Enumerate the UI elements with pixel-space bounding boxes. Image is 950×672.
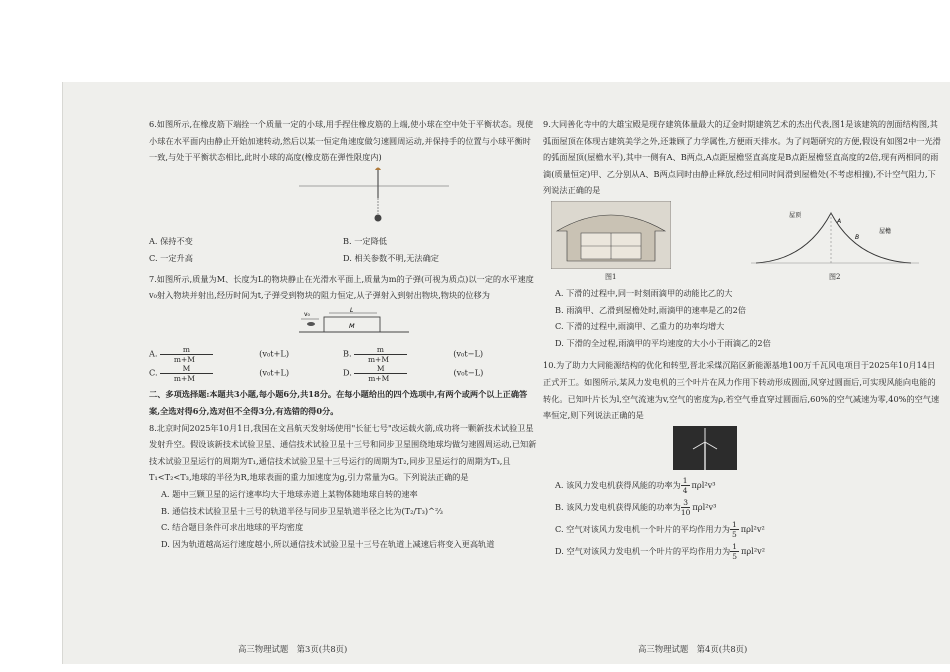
left-page (149, 82, 537, 552)
q7-stem: 7.如图所示,质量为M、长度为L的物块静止在光滑水平面上,质量为m的子弹(可视为质点)以一定的水平速度v₀射入物块并射出,经历时间为t,子弹受到物块的阻力恒定,从子弹射入到射出物块,物块的位移为 (149, 273, 534, 301)
q8-options (149, 486, 537, 552)
q9-figure-2-caption: 图2 (829, 272, 841, 281)
q7-option-b: B. $\frac{m}{m+M}$ (v₀t−L) (343, 345, 484, 365)
q8-option-a: A. 题中三颗卫星的运行速率均大于地球赤道上某物体随地球自转的速率 (161, 488, 418, 499)
q10-options (543, 474, 941, 562)
q9-option-d: D. 下滑的全过程,雨滴甲的平均速度的大小小于雨滴乙的2倍 (555, 337, 771, 348)
q10-wind-turbine-photo (673, 426, 737, 470)
q7-options (149, 345, 537, 383)
q10-option-b: B. 该风力发电机获得风能的功率为 $\frac{3}{10}$ πρl²v³ (555, 498, 717, 518)
q9-label-a: A (837, 217, 842, 225)
q7-option-c: C. $\frac{M}{m+M}$ (v₀t+L) (149, 364, 290, 384)
q10-option-a: A. 该风力发电机获得风能的功率为 $\frac{1}{4}$ πρl²v³ (555, 476, 716, 496)
q9-figures (543, 199, 941, 285)
q9-label-eave: 屋檐 (879, 227, 892, 235)
q10-option-c: C. 空气对该风力发电机一个叶片的平均作用力为 $\frac{1}{5}$ πρl²v² (555, 520, 765, 540)
q7-option-d: D. $\frac{M}{m+M}$ (v₀t−L) (343, 364, 484, 384)
section-two-heading: 二、多项选择题:本题共3小题,每小题6分,共18分。在每小题给出的四个选项中,有两个或两个以上正确答案,全选对得6分,选对但不全得3分,有选错的得0分。 (149, 389, 528, 416)
q8-stem: 8.北京时间2025年10月1日,我国在文昌航天发射场使用"长征七号"改运载火箭,成功将一颗新技术试验卫星发射升空。假设该新技术试验卫星、通信技术试验卫星十三号和同步卫星围绕地球均做匀速圆周运动,已知新技术试验卫星运行的周期为T₁,通信技术试验卫星十三号运行的周期为T₂,同步卫星运行的周期为T₃,且T₁<T₂<T₃,地球的半径为R,地球表面的重力加速度为g,引力常量为G。下列说法正确的是 (149, 422, 537, 483)
q9-figure-2 (751, 205, 921, 269)
q10-option-d: D. 空气对该风力发电机一个叶片的平均作用力为 $\frac{1}{5}$ πρl²v² (555, 542, 766, 562)
q9-stem: 9.大同善化寺中的大雄宝殿是现存建筑体量最大的辽金时期建筑艺术的杰出代表,图1是该建筑的剖面结构图,其弧面屋顶在体现古建筑美学之外,还兼顾了力学属性,方便雨天排水。为了问题研究的方便,假设有如图2中一光滑的弧面屋顶(屋檐水平),其中一侧有A、B两点,A点距屋檐竖直高度是B点距屋檐竖直高度的2倍,现有两相同的雨滴(质量恒定)甲、乙分别从A、B两点同时由静止释放,经过相同时间滑到屋檐处(不考虑相撞),不计空气阻力,下列说法正确的是 (543, 119, 941, 196)
exam-sheet (62, 82, 950, 664)
q9-figure-1 (551, 201, 671, 269)
q9-label-roof: 屋顶 (789, 211, 802, 219)
q7-label-v0: v₀ (304, 310, 310, 318)
q10-stem: 10.为了助力大同能源结构的优化和转型,晋北采煤沉陷区新能源基地100万千瓦风电项目于2025年10月14日正式开工。如图所示,某风力发电机的三个叶片在风力作用下转动形成圆面,风穿过圆面后,可实现风能向电能的转化。已知叶片长为l,空气流速为v,空气的密度为ρ,若空气垂直穿过圆面后,60%的空气减速为零,40%的空气速率恒定,则下列说法正确的是 (543, 360, 940, 421)
q7-figure (149, 304, 537, 338)
q8-option-c: C. 结合题目条件可求出地球的平均密度 (161, 522, 304, 533)
right-page-footer: 高三物理试题 第4页(共8页) (638, 644, 748, 654)
q6-option-c: C. 一定升高 (149, 252, 193, 263)
q9-options (543, 285, 941, 351)
q8-option-b: B. 通信技术试验卫星十三号的轨道半径与同步卫星轨道半径之比为(T₂/T₃)^⅔ (161, 505, 443, 516)
q6-figure (149, 166, 537, 228)
right-page (543, 82, 941, 562)
left-page-footer: 高三物理试题 第3页(共8页) (238, 644, 348, 654)
q8-option-d: D. 因为轨道越高运行速度越小,所以通信技术试验卫星十三号在轨道上减速后将变入更高轨道 (161, 538, 495, 549)
q6-option-b: B. 一定降低 (343, 236, 387, 247)
q6-option-a: A. 保持不变 (149, 236, 193, 247)
q9-option-c: C. 下滑的过程中,雨滴甲、乙重力的功率均增大 (555, 321, 725, 332)
q7-label-m: M (349, 321, 355, 330)
q7-label-l: L (350, 306, 354, 314)
q7-option-a: A. $\frac{m}{m+M}$ (v₀t+L) (149, 345, 290, 365)
q9-figure-1-caption: 图1 (605, 272, 617, 281)
q9-option-a: A. 下滑的过程中,同一时刻雨滴甲的动能比乙的大 (555, 287, 733, 298)
q6-stem: 6.如图所示,在橡皮筋下端拴一个质量一定的小球,用手捏住橡皮筋的上端,使小球在空中处于平衡状态。现使小球在水平面内由静止开始加速转动,然后以某一恒定角速度做匀速圆周运动,并保持手的位置与小球平衡时一致,与处于平衡状态相比,此时小球的高度(橡皮筋在弹性限度内) (149, 119, 534, 163)
q9-option-b: B. 雨滴甲、乙滑到屋檐处时,雨滴甲的速率是乙的2倍 (555, 304, 746, 315)
q6-options (149, 233, 537, 266)
q6-option-d: D. 相关参数不明,无法确定 (343, 252, 439, 263)
q9-label-b: B (855, 233, 860, 241)
